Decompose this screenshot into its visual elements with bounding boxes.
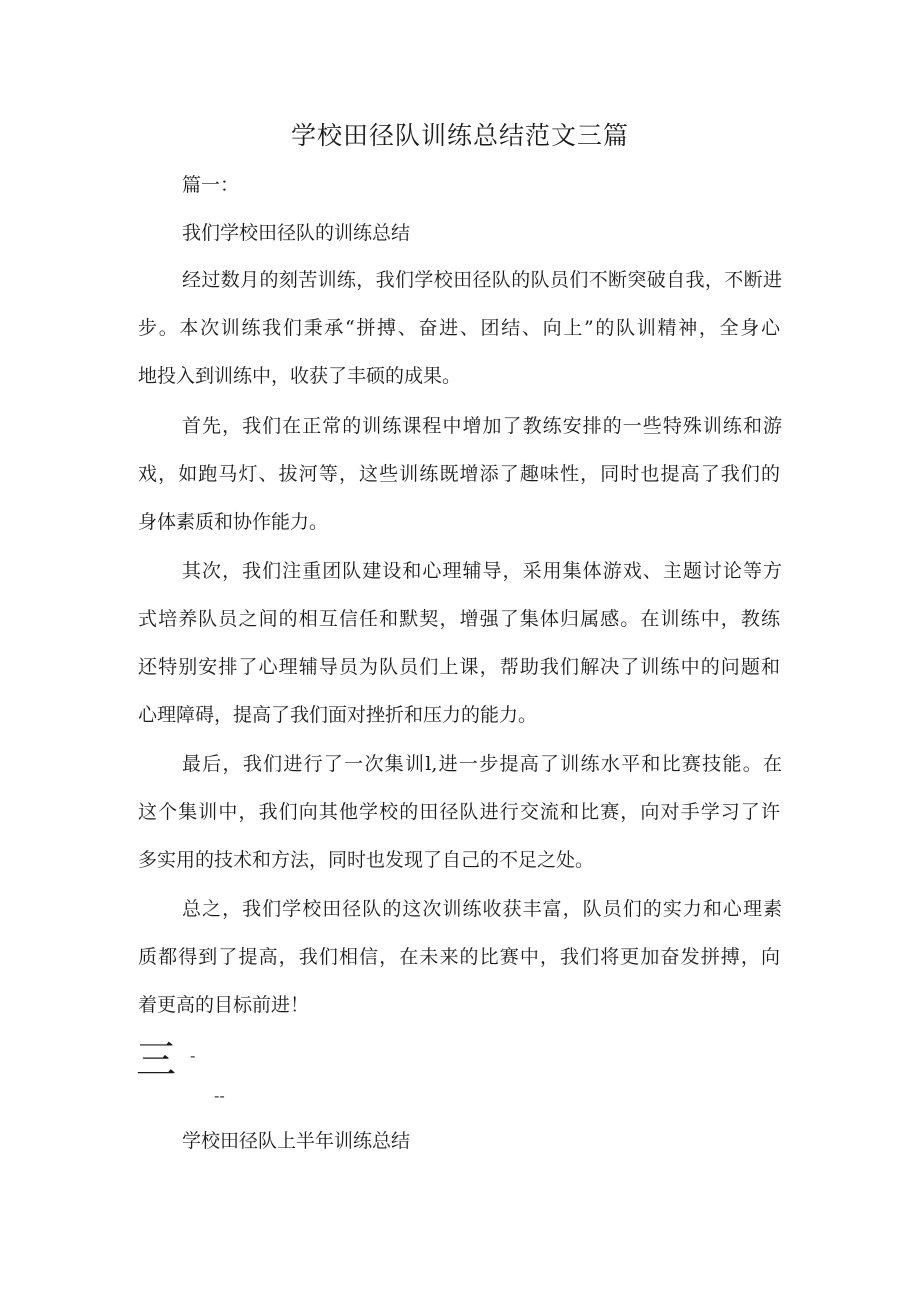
paragraph-1-line-2: 步。本次训练我们秉承“拼搏、奋进、团结、向上”的队训精神，全身心 — [138, 317, 780, 339]
part-two-mark: 三 — [136, 1037, 176, 1083]
paragraph-3-line-1: 其次，我们注重团队建设和心理辅导，采用集体游戏、主题讨论等方 — [182, 560, 782, 582]
paragraph-3-line-4: 心理障碍，提高了我们面对挫折和压力的能力。 — [138, 704, 538, 726]
paragraph-5-line-2: 质都得到了提高，我们相信，在未来的比赛中，我们将更加奋发拼搏，向 — [138, 946, 780, 968]
paragraph-4-line-1: 最后，我们进行了一次集训l,进一步提高了训练水平和比赛技能。在 — [182, 753, 782, 775]
paragraph-3-line-3: 还特别安排了心理辅导员为队员们上课，帮助我们解决了训练中的问题和 — [138, 656, 780, 678]
paragraph-3-line-2: 式培养队员之间的相互信任和默契，增强了集体归属感。在训练中，教练 — [138, 608, 780, 630]
paragraph-5-line-3: 着更高的目标前进！ — [138, 994, 310, 1016]
part-two-dash-a: - — [190, 1046, 196, 1065]
paragraph-4-line-3: 多实用的技术和方法，同时也发现了自己的不足之处。 — [138, 849, 595, 871]
part-one-subtitle: 我们学校田径队的训练总结 — [182, 222, 411, 244]
paragraph-5-line-1: 总之，我们学校田径队的这次训练收获丰富，队员们的实力和心理素 — [182, 898, 782, 920]
part-two-dash-b: -- — [214, 1086, 225, 1105]
paragraph-1-line-3: 地投入到训练中，收获了丰硕的成果。 — [138, 365, 462, 387]
paragraph-2-line-1: 首先，我们在正常的训练课程中增加了教练安排的一些特殊训练和游 — [182, 415, 782, 437]
part-one-label: 篇一： — [182, 174, 240, 196]
paragraph-1-line-1: 经过数月的刻苦训练，我们学校田径队的队员们不断突破自我，不断进 — [182, 269, 782, 291]
paragraph-2-line-3: 身体素质和协作能力。 — [138, 511, 329, 533]
document-title: 学校田径队训练总结范文三篇 — [290, 121, 629, 150]
paragraph-2-line-2: 戏，如跑马灯、拔河等，这些训练既增添了趣味性，同时也提高了我们的 — [138, 463, 780, 485]
part-two-subtitle: 学校田径队上半年训练总结 — [182, 1130, 411, 1152]
paragraph-4-line-2: 这个集训中，我们向其他学校的田径队进行交流和比赛，向对手学习了许 — [138, 801, 780, 823]
